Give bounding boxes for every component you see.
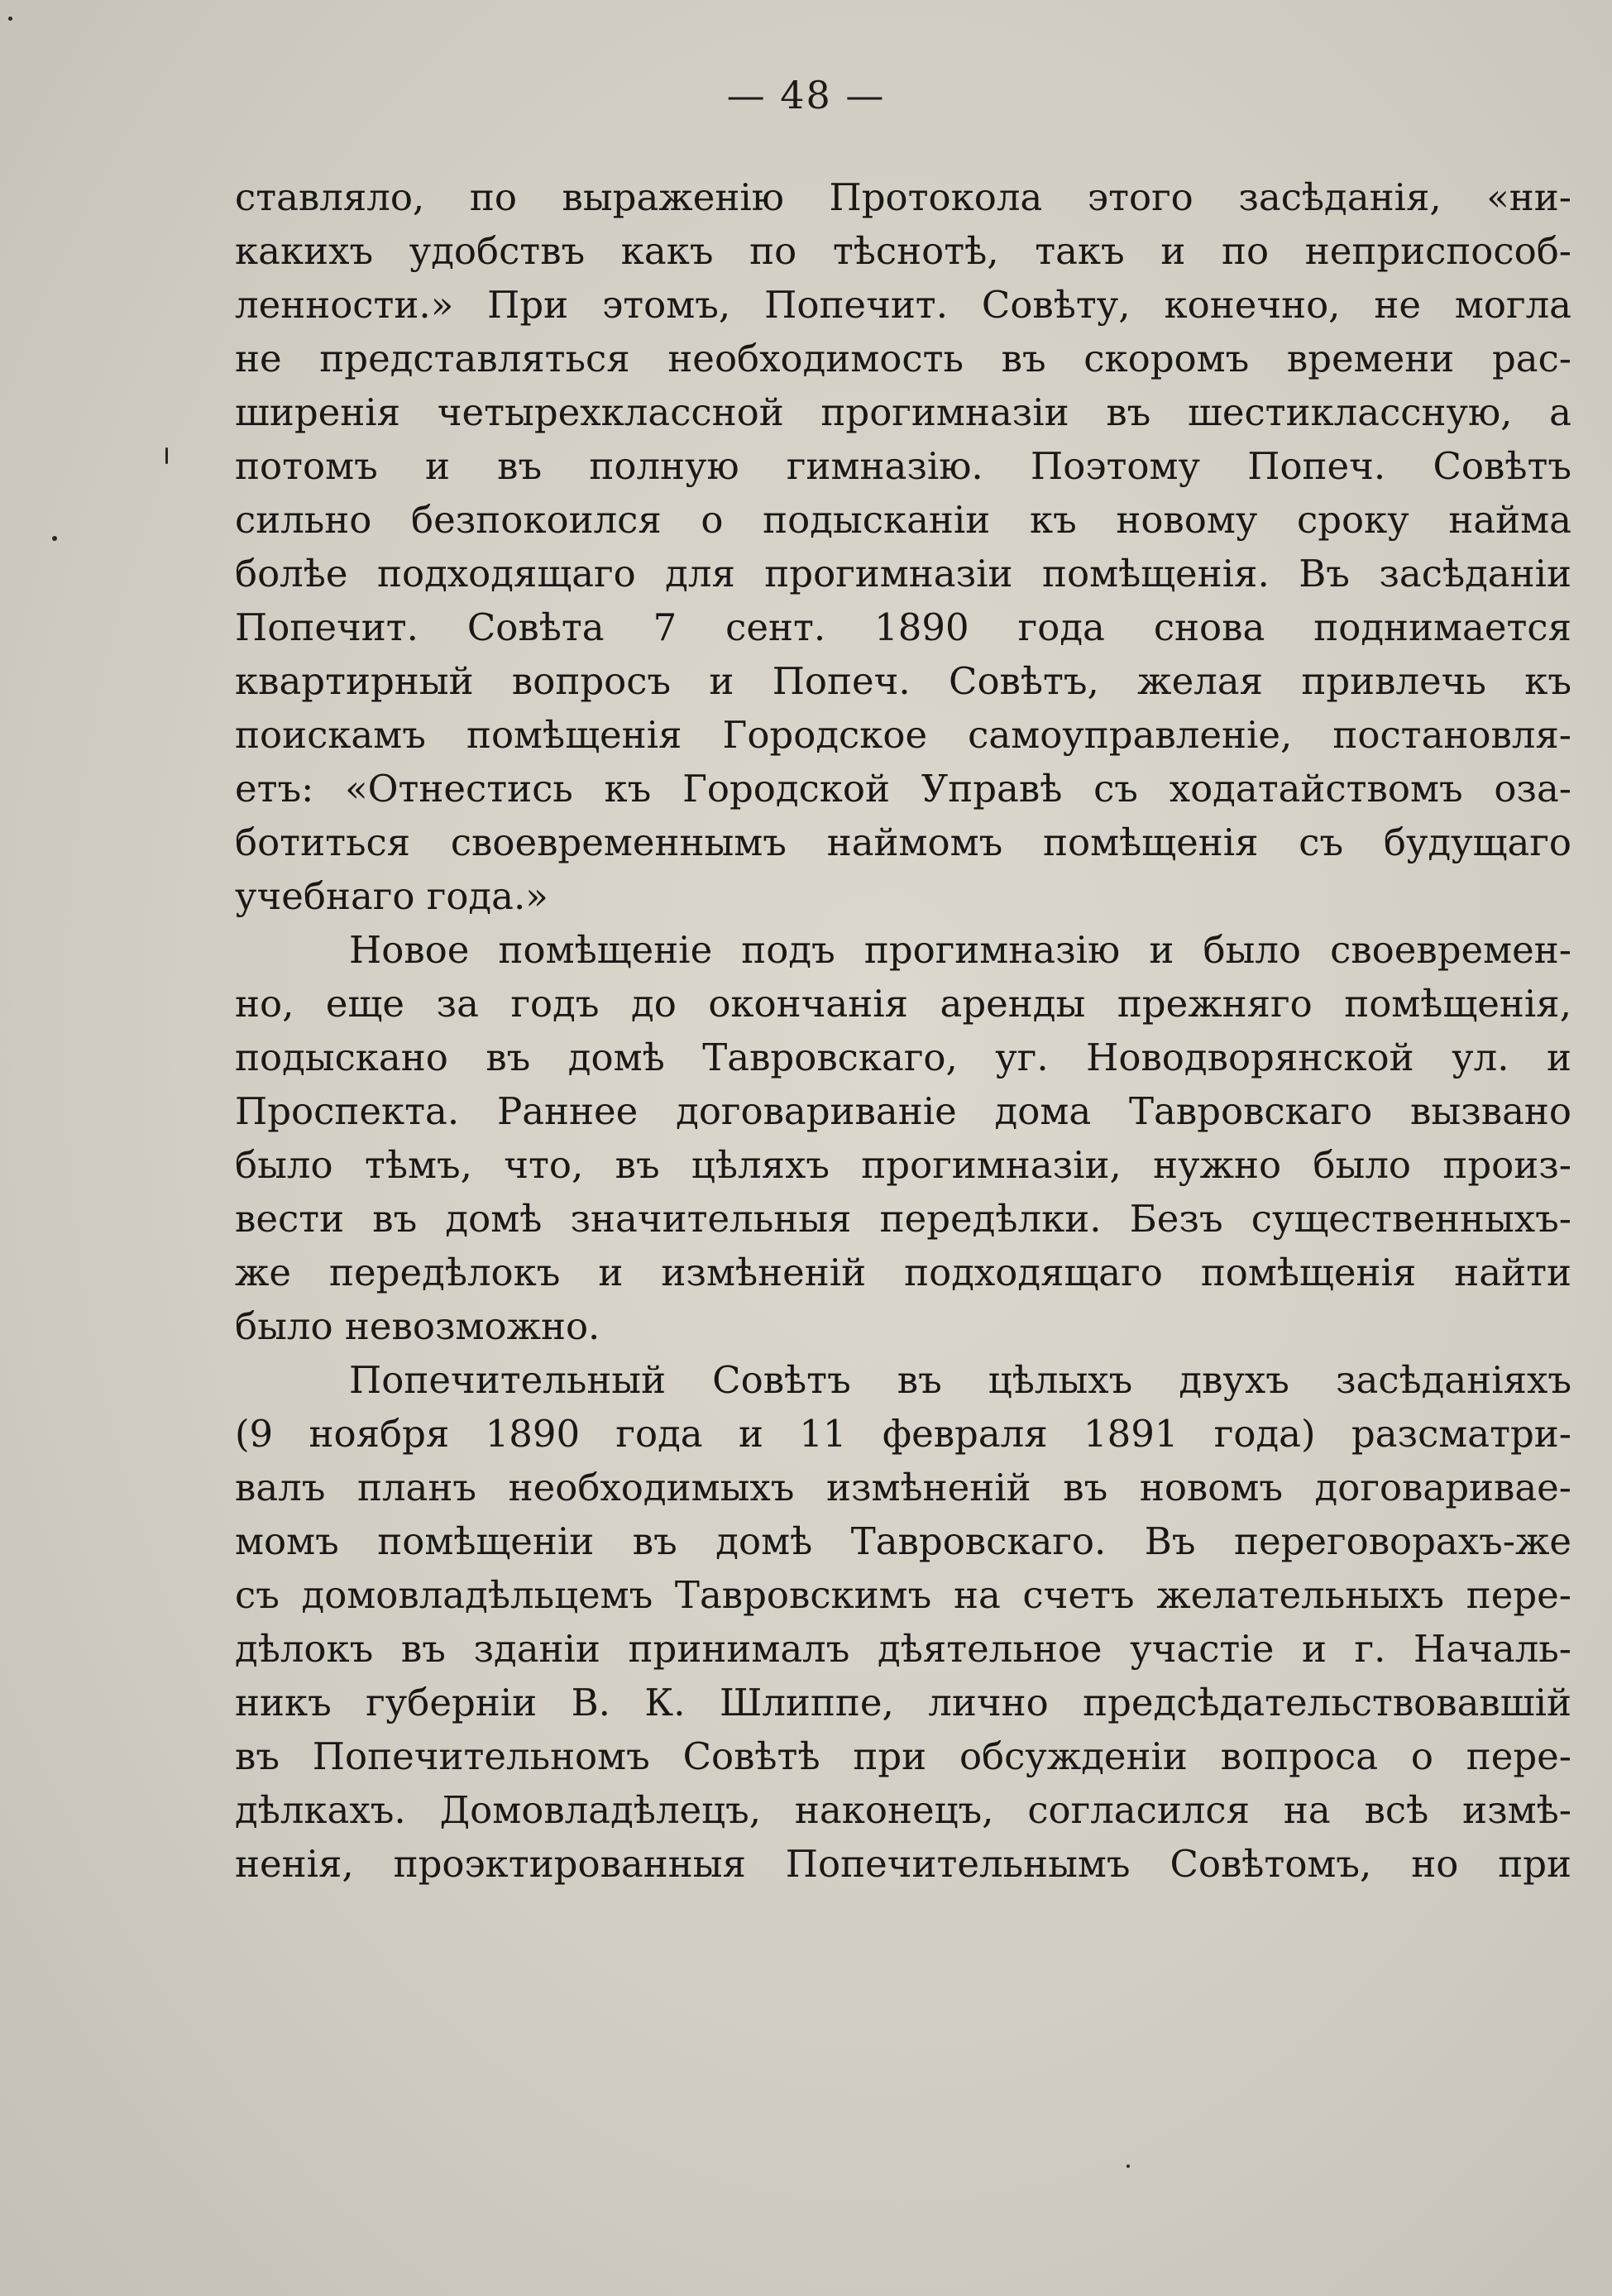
text-line: квартирный вопросъ и Попеч. Совѣтъ, желая привлечь къ bbox=[235, 659, 1571, 703]
text-line: дѣлокъ въ зданіи принималъ дѣятельное участіе и г. Началь- bbox=[235, 1627, 1571, 1671]
paragraph bbox=[235, 923, 1571, 1353]
text-line: никъ губерніи В. К. Шлиппе, лично предсѣдательствовавшій bbox=[235, 1681, 1571, 1724]
text-line: момъ помѣщеніи въ домѣ Тавровскаго. Въ переговорахъ-же bbox=[235, 1519, 1571, 1563]
text-line: етъ: «Отнестись къ Городской Управѣ съ ходатайствомъ оза- bbox=[235, 767, 1571, 811]
text-line: Попечительный Совѣтъ въ цѣлыхъ двухъ засѣданіяхъ bbox=[349, 1358, 1571, 1402]
ink-speck bbox=[8, 17, 12, 21]
ink-speck bbox=[52, 536, 57, 541]
text-line: ботиться своевременнымъ наймомъ помѣщенія съ будущаго bbox=[235, 820, 1571, 864]
text-line: вести въ домѣ значительныя передѣлки. Безъ существенныхъ- bbox=[235, 1197, 1571, 1241]
text-line: учебнаго года.» bbox=[235, 874, 548, 918]
text-line: ставляло, по выраженію Протокола этого засѣданія, «ни- bbox=[235, 175, 1571, 219]
ink-speck bbox=[165, 447, 168, 464]
text-line: валъ планъ необходимыхъ измѣненій въ новомъ договариваe- bbox=[235, 1466, 1571, 1509]
text-line: какихъ удобствъ какъ по тѣснотѣ, такъ и по неприспособ- bbox=[235, 229, 1571, 273]
text-line: болѣе подходящаго для прогимназіи помѣщенія. Въ засѣданіи bbox=[235, 552, 1571, 596]
text-line: но, еще за годъ до окончанія аренды прежняго помѣщенія, bbox=[235, 982, 1571, 1026]
paragraph bbox=[235, 170, 1571, 923]
text-line: (9 ноября 1890 года и 11 февраля 1891 года) разсматри- bbox=[235, 1412, 1571, 1456]
text-line: же передѣлокъ и измѣненій подходящаго помѣщенія найти bbox=[235, 1251, 1571, 1294]
text-line: Новое помѣщеніе подъ прогимназію и было своевремен- bbox=[349, 928, 1571, 972]
text-line: поискамъ помѣщенія Городское самоуправленіе, постановля- bbox=[235, 713, 1571, 757]
body-text bbox=[235, 170, 1571, 1891]
page-number: — 48 — bbox=[726, 73, 886, 117]
text-line: ненія, проэктированныя Попечительнымъ Совѣтомъ, но при bbox=[235, 1842, 1571, 1886]
text-line: не представляться необходимость въ скоромъ времени рас- bbox=[235, 337, 1571, 380]
text-line: подыскано въ домѣ Тавровскаго, уг. Новодворянской ул. и bbox=[235, 1036, 1571, 1079]
paragraph bbox=[235, 1353, 1571, 1891]
text-line: потомъ и въ полную гимназію. Поэтому Попеч. Совѣтъ bbox=[235, 444, 1571, 488]
ink-speck bbox=[1126, 2164, 1130, 2168]
text-line: ленности.» При этомъ, Попечит. Совѣту, конечно, не могла bbox=[235, 283, 1571, 327]
text-line: было тѣмъ, что, въ цѣляхъ прогимназіи, нужно было произ- bbox=[235, 1143, 1571, 1187]
text-line: дѣлкахъ. Домовладѣлецъ, наконецъ, согласился на всѣ измѣ- bbox=[235, 1788, 1571, 1832]
text-line: Попечит. Совѣта 7 сент. 1890 года снова поднимается bbox=[235, 605, 1571, 649]
text-line: ширенія четырехклассной прогимназіи въ шестиклассную, а bbox=[235, 390, 1571, 434]
text-line: Проспекта. Раннее договариваніе дома Тавровскаго вызвано bbox=[235, 1089, 1571, 1133]
text-line: было невозможно. bbox=[235, 1304, 600, 1348]
text-line: съ домовладѣльцемъ Тавровскимъ на счетъ желательныхъ пере- bbox=[235, 1573, 1571, 1617]
text-line: сильно безпокоился о подысканіи къ новому сроку найма bbox=[235, 498, 1571, 542]
text-line: въ Попечительномъ Совѣтѣ при обсужденіи вопроса о пере- bbox=[235, 1734, 1571, 1778]
